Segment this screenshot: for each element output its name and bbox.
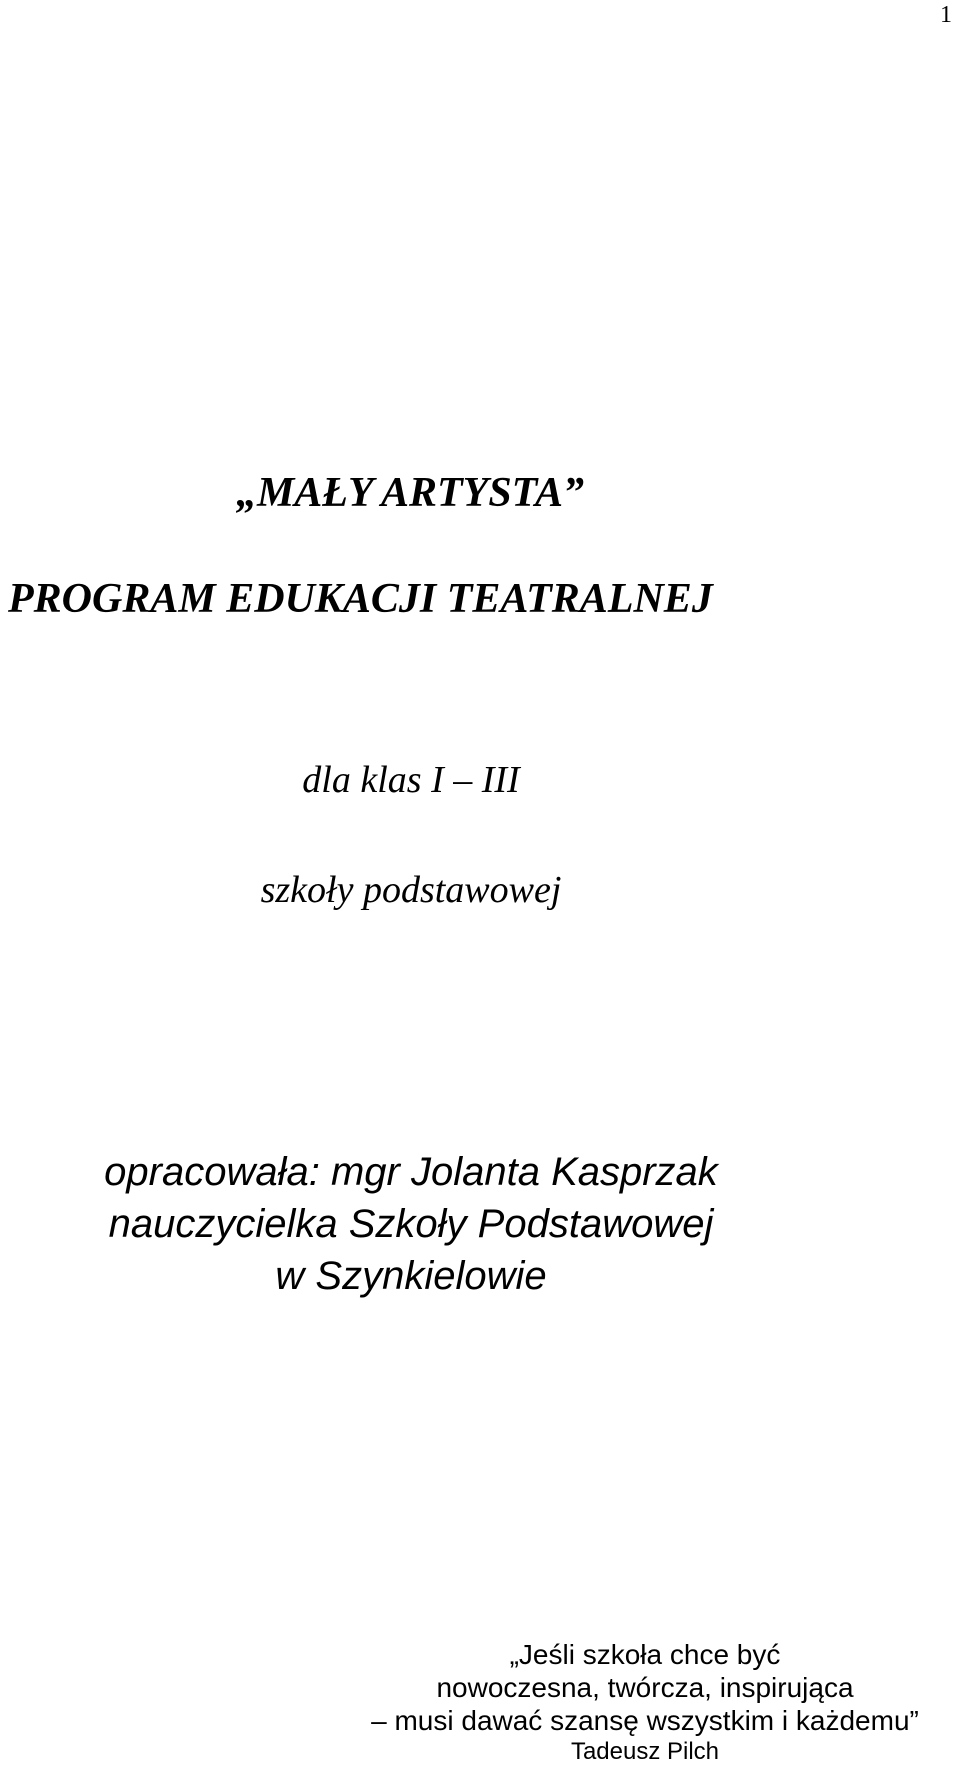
author-location-line: w Szynkielowie (275, 1254, 547, 1298)
author-role-line: nauczycielka Szkoły Podstawowej (108, 1202, 714, 1246)
author-block (0, 1146, 822, 1302)
target-classes: dla klas I – III (302, 759, 520, 801)
quote-author: Tadeusz Pilch (570, 1738, 720, 1765)
quote-line-3: – musi dawać szansę wszystkim i każdemu” (371, 1705, 919, 1736)
school-level: szkoły podstawowej (260, 869, 562, 911)
epigraph-quote (330, 1638, 960, 1767)
quote-line-2: nowoczesna, twórcza, inspirująca (436, 1672, 854, 1703)
quote-line-1: „Jeśli szkoła chce być (509, 1639, 781, 1670)
page-number: 1 (940, 2, 952, 28)
document-title: „MAŁY ARTYSTA” (235, 470, 585, 516)
document-subtitle: PROGRAM EDUKACJI TEATRALNEJ (8, 576, 713, 622)
author-name-line: opracowała: mgr Jolanta Kasprzak (104, 1150, 718, 1194)
